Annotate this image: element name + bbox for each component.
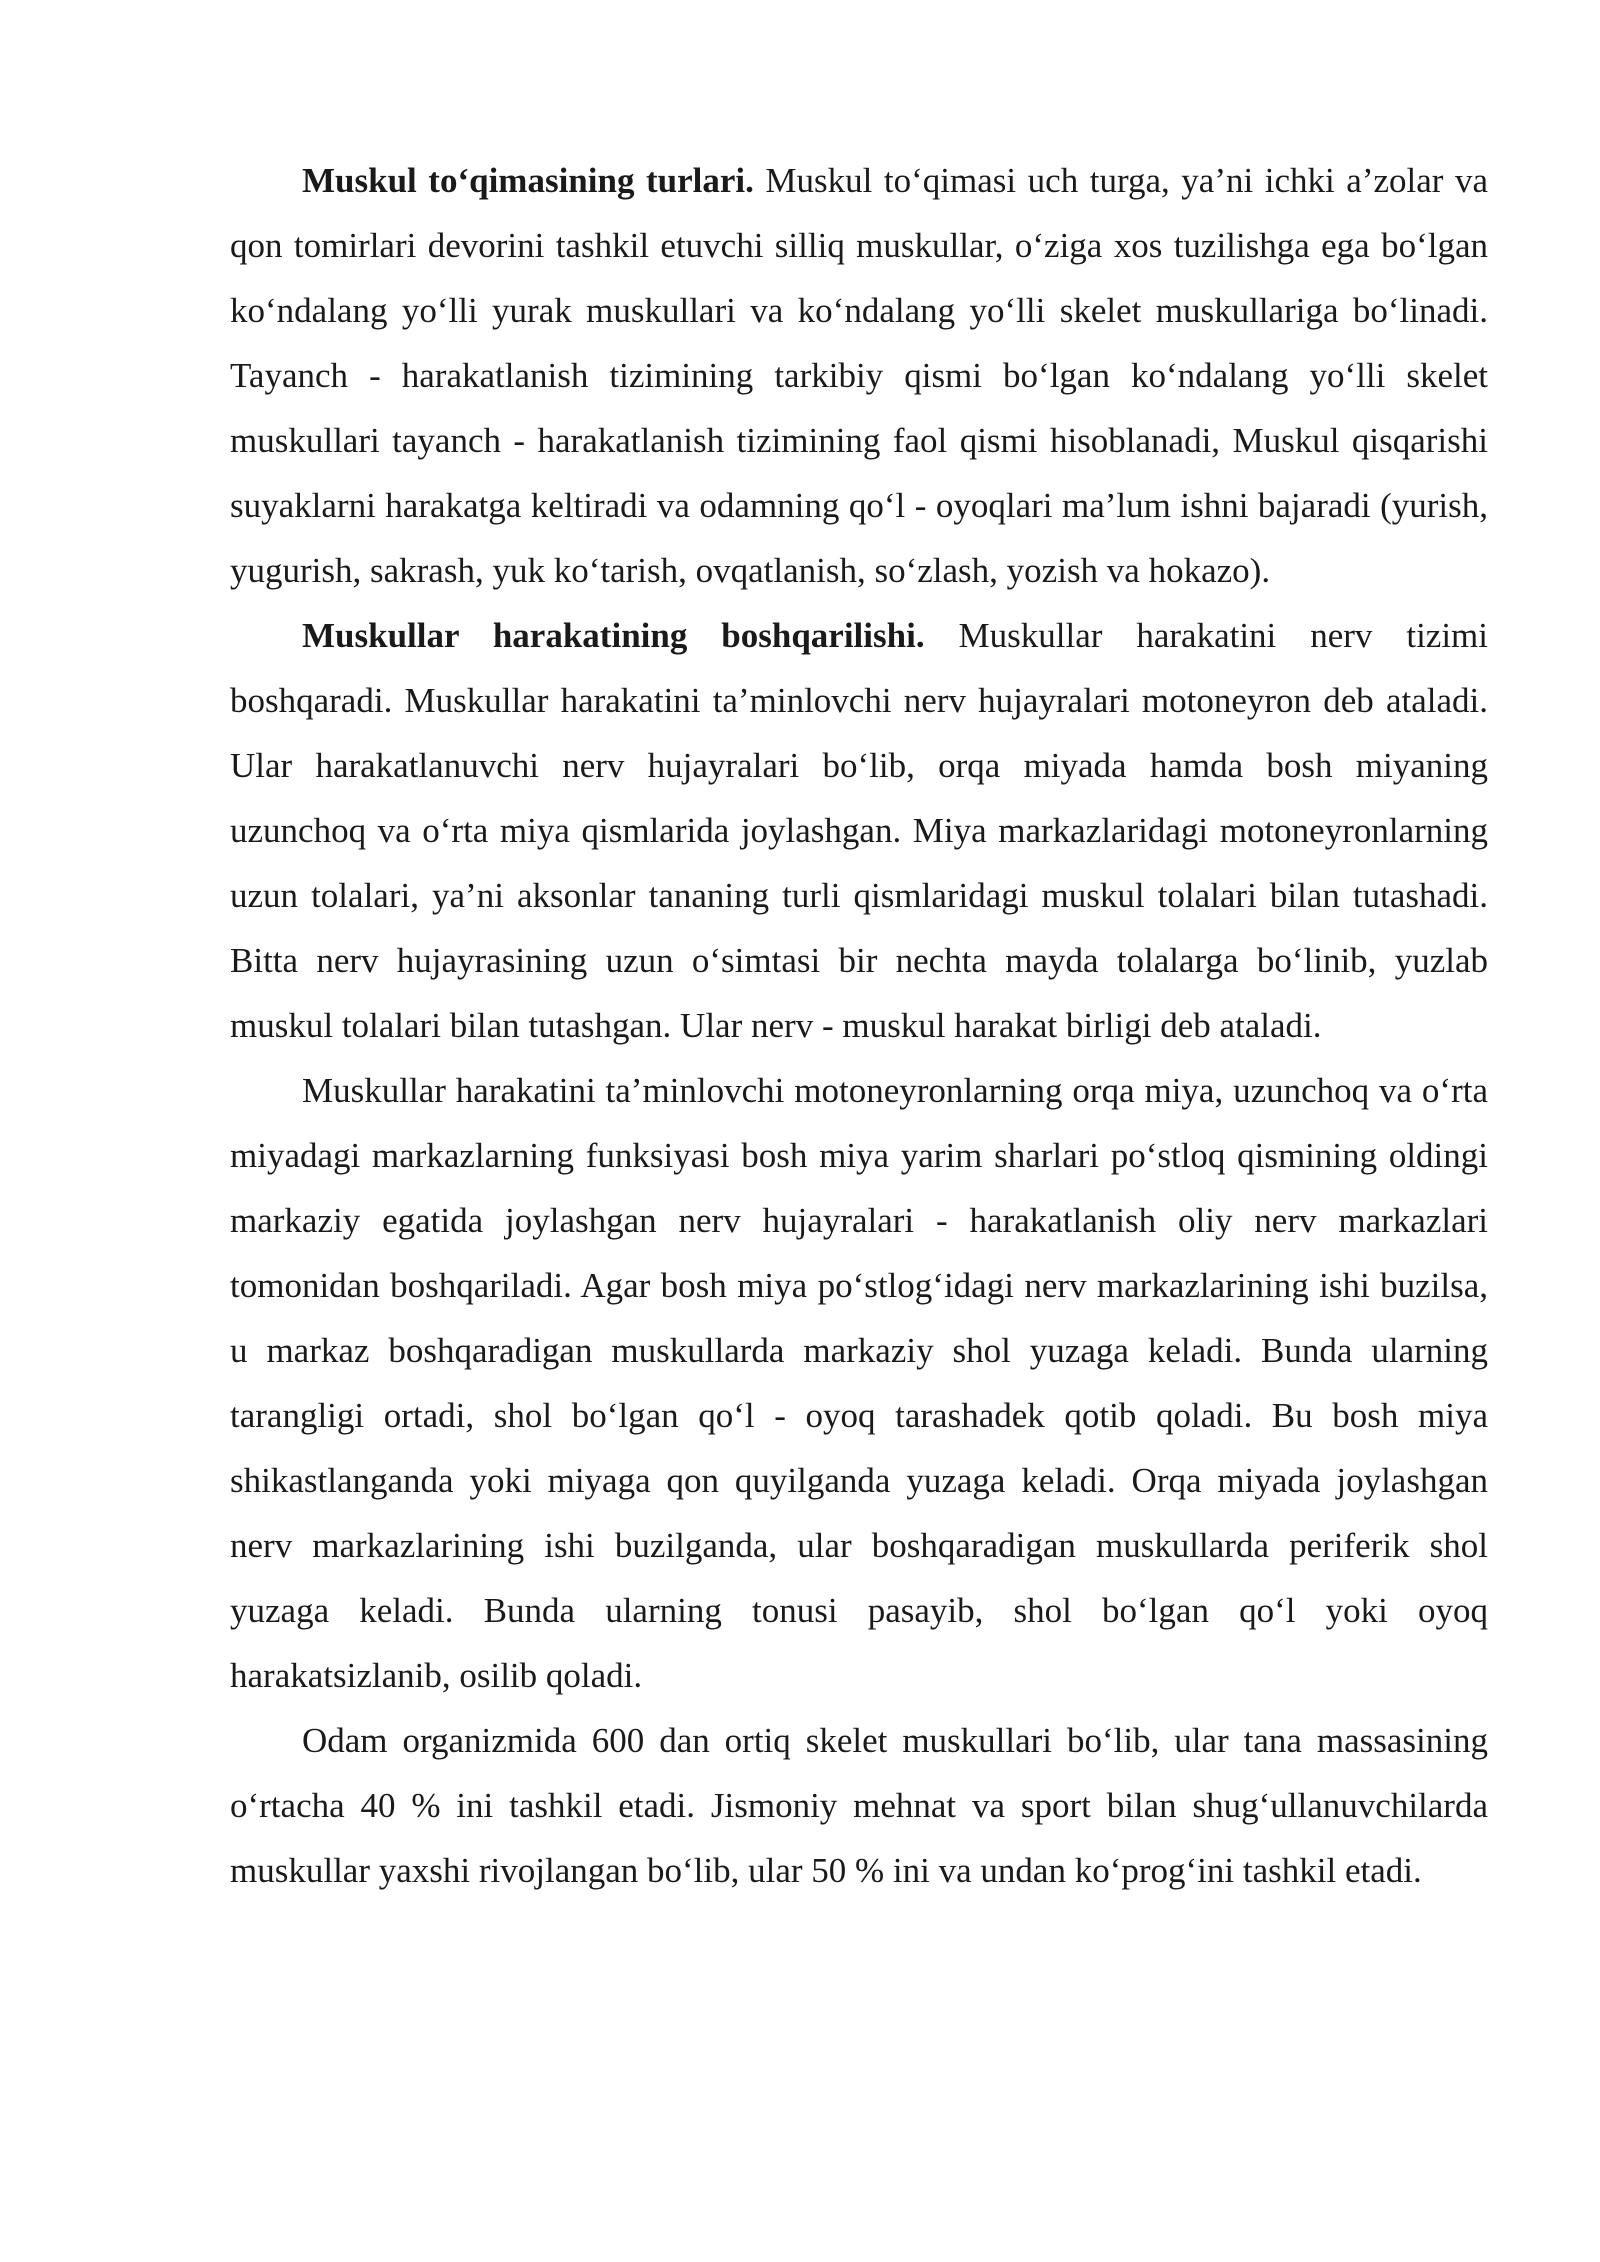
paragraph-text: Muskul to‘qimasi uch turga, ya’ni ichki a’zolar va qon tomirlari devorini tashkil etuvchi silliq muskullar, o‘ziga xos tuzilishga ega bo‘lgan ko‘ndalang yo‘lli yurak muskullari va ko‘ndalang yo‘lli skelet muskullariga bo‘linadi. Tayanch - harakatlanish tizimining tarkibiy qismi bo‘lgan ko‘ndalang yo‘lli skelet muskullari tayanch - harakatlanish tizimining faol qismi hisoblanadi, Muskul qisqarishi suyaklarni harakatga keltiradi va odamning qo‘l - oyoqlari ma’lum ishni bajaradi (yurish, yugurish, sakrash, yuk ko‘tarish, ovqatlanish, so‘zlash, yozish va hokazo). bbox=[230, 161, 1488, 590]
paragraph-motoneuron-centers bbox=[230, 1058, 1488, 1708]
paragraph-text: Muskullar harakatini ta’minlovchi motoneyronlarning orqa miya, uzunchoq va o‘rta miyadagi markazlarning funksiyasi bosh miya yarim sharlari po‘stloq qismining oldingi markaziy egatida joylashgan nerv hujayralari - harakatlanish oliy nerv markazlari tomonidan boshqariladi. Agar bosh miya po‘stlog‘idagi nerv markazlarining ishi buzilsa, u markaz boshqaradigan muskullarda markaziy shol yuzaga keladi. Bunda ularning tarangligi ortadi, shol bo‘lgan qo‘l - oyoq tarashadek qotib qoladi. Bu bosh miya shikastlanganda yoki miyaga qon quyilganda yuzaga keladi. Orqa miyada joylashgan nerv markazlarining ishi buzilganda, ular boshqaradigan muskullarda periferik shol yuzaga keladi. Bunda ularning tonusi pasayib, shol bo‘lgan qo‘l yoki oyoq harakatsizlanib, osilib qoladi. bbox=[230, 1071, 1488, 1695]
paragraph-text: Muskullar harakatini nerv tizimi boshqaradi. Muskullar harakatini ta’minlovchi nerv hujayralari motoneyron deb ataladi. Ular harakatlanuvchi nerv hujayralari bo‘lib, orqa miyada hamda bosh miyaning uzunchoq va o‘rta miya qismlarida joylashgan. Miya markazlaridagi motoneyronlarning uzun tolalari, ya’ni aksonlar tananing turli qismlaridagi muskul tolalari bilan tutashadi. Bitta nerv hujayrasining uzun o‘simtasi bir nechta mayda tolalarga bo‘linib, yuzlab muskul tolalari bilan tutashgan. Ular nerv - muskul harakat birligi deb ataladi. bbox=[230, 616, 1489, 1045]
paragraph-muscle-control bbox=[230, 603, 1488, 1058]
paragraph-skeletal-muscle-count bbox=[230, 1708, 1488, 1903]
paragraph-heading: Muskullar harakatining boshqarilishi. bbox=[302, 616, 925, 655]
paragraph-heading: Muskul to‘qimasining turlari. bbox=[302, 161, 754, 200]
paragraph-text: Odam organizmida 600 dan ortiq skelet muskullari bo‘lib, ular tana massasining o‘rtacha 40 % ini tashkil etadi. Jismoniy mehnat va sport bilan shug‘ullanuvchilarda muskullar yaxshi rivojlangan bo‘lib, ular 50 % ini va undan ko‘prog‘ini tashkil etadi. bbox=[230, 1721, 1488, 1890]
paragraph-muscle-tissue-types bbox=[230, 148, 1488, 603]
document-page bbox=[230, 148, 1488, 1903]
